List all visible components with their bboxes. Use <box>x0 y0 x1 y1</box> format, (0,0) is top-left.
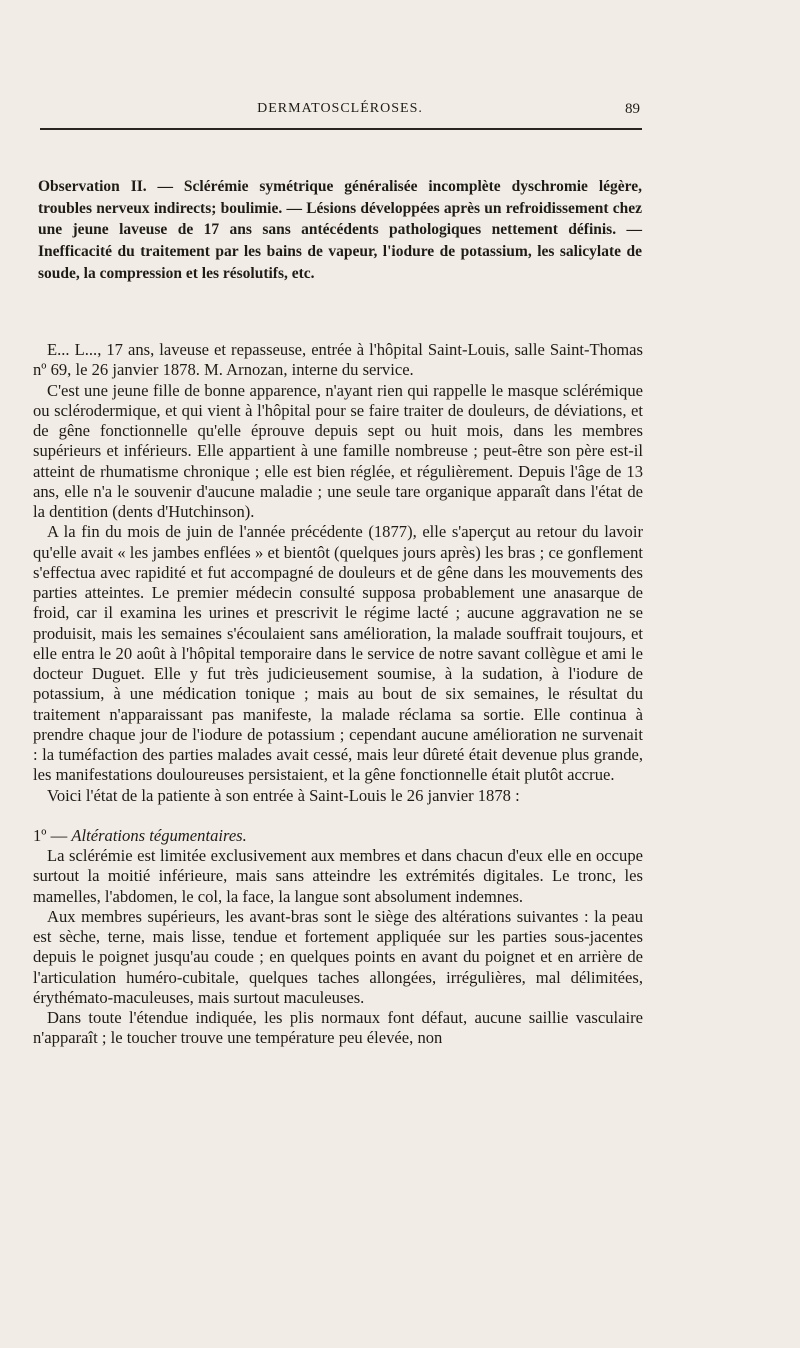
page-header <box>40 101 640 125</box>
paragraph: Aux membres supérieurs, les avant-bras sont le siège des altérations suivantes : la peau est sèche, terne, mais lisse, tendue et fortement appliquée sur les parties sous-jacentes depuis le poignet jusqu'au coude ; en quelques points en avant du poignet et en arrière de l'articulation huméro-cubitale, quelques taches allongées, irrégulières, mal délimitées, érythémato-maculeuses, mais surtout maculeuses. <box>33 906 643 1007</box>
paragraph: Voici l'état de la patiente à son entrée à Saint-Louis le 26 janvier 1878 : <box>47 785 520 805</box>
section-title: Altérations tégumentaires. <box>71 825 247 845</box>
paragraph: C'est une jeune fille de bonne apparence, n'ayant rien qui rappelle le masque sclérémique ou sclérodermique, et qui vient à l'hôpital pour se faire traiter de douleurs, de déviations, et de gêne fonctionnelle qu'elle éprouve depuis sept ou huit mois, dans les membres supérieurs et inférieurs. Elle appartient à une famille nombreuse ; peut-être son père est-il atteint de rhumatisme chronique ; elle est bien réglée, et régulièrement. Depuis l'âge de 13 ans, elle n'a le souvenir d'aucune maladie ; une seule tare organique apparaît dans l'état de la dentition (dents d'Hutchinson). <box>33 380 643 521</box>
paragraph: E... L..., 17 ans, laveuse et repasseuse, entrée à l'hôpital Saint-Louis, salle Saint-Thomas nº 69, le 26 janvier 1878. M. Arnozan, interne du service. <box>33 340 643 380</box>
observation-heading: Observation II. — Sclérémie symétrique généralisée incomplète dyschromie légère, troubles nerveux indirects; boulimie. — Lésions développées après un refroidissement chez une jeune laveuse de 17 ans sans antécédents pathologiques nettement définis. — Inefficacité du traitement par les bains de vapeur, l'iodure de potassium, les salicylate de soude, la compression et les résolutifs, etc. <box>38 178 642 282</box>
body-text <box>33 340 643 1049</box>
paragraph: Dans toute l'étendue indiquée, les plis normaux font défaut, aucune saillie vasculaire n'apparaît ; le toucher trouve une température peu élevée, non <box>33 1008 643 1048</box>
section-number: 1º — <box>33 825 68 845</box>
spacer <box>33 806 643 826</box>
header-rule <box>40 128 642 130</box>
paragraph: A la fin du mois de juin de l'année précédente (1877), elle s'aperçut au retour du lavoir qu'elle avait « les jambes enflées » et bientôt (quelques jours après) les bras ; ce gonflement s'effectua avec rapidité et fut accompagné de douleurs et de gêne dans les mouvements des parties atteintes. Le premier médecin consulté supposa probablement une anasarque de froid, car il examina les urines et prescrivit le régime lacté ; aucune aggravation ne se produisit, mais les semaines s'écoulaient sans amélioration, la malade souffrait toujours, et elle entra le 20 août à l'hôpital temporaire dans le service de notre savant collègue et ami le docteur Duguet. Elle y fut très judicieusement soumise, à la sudation, à l'iodure de potassium, à une médication tonique ; mais au bout de six semaines, le résultat du traitement n'apparaissant pas manifeste, la malade réclama sa sortie. Elle continua à prendre chaque jour de l'iodure de potassium ; cependant aucune amélioration ne survenait : la tuméfaction des parties malades avait cessé, mais leur dûreté était devenue plus grande, les manifestations douloureuses persistaient, et la gêne fonctionnelle était plutôt accrue. <box>33 522 643 785</box>
running-title: DERMATOSCLÉROSES. <box>257 101 423 116</box>
paragraph: La sclérémie est limitée exclusivement aux membres et dans chacun d'eux elle en occupe surtout la moitié inférieure, mais sans atteindre les extrémités digitales. Le tronc, les mamelles, l'abdomen, le col, la face, la langue sont absolument indemnes. <box>33 846 643 906</box>
page-number: 89 <box>625 101 640 117</box>
section-heading <box>33 826 643 846</box>
